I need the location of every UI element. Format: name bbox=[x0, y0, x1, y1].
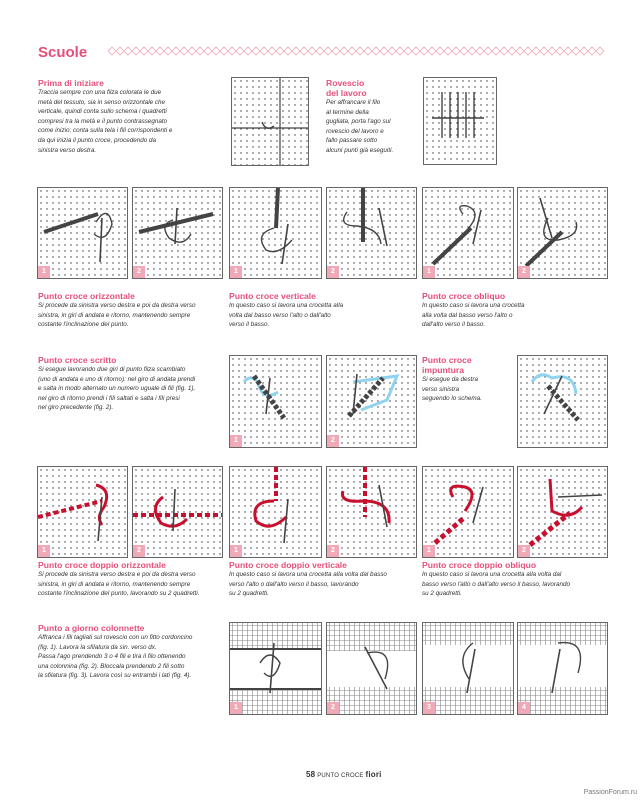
page-title: Scuole bbox=[38, 44, 88, 61]
figure-badge: 4 bbox=[518, 702, 530, 714]
section-scritto bbox=[38, 355, 228, 413]
section-title: Punto a giorno colonnette bbox=[38, 623, 145, 633]
figure-badge: 1 bbox=[230, 266, 242, 278]
section-title: Punto croce impuntura bbox=[422, 355, 472, 375]
section-text: Per affrancare il filo al termine della gugliata, porta l'ago sul rovescio del lavoro e fallo passare sotto alcuni punti già eseguiti. bbox=[326, 99, 394, 154]
figure-badge: 3 bbox=[423, 702, 435, 714]
figure-badge: 2 bbox=[518, 266, 530, 278]
figure-obliquo-1 bbox=[422, 187, 514, 279]
figure-badge: 1 bbox=[423, 545, 435, 557]
figure-doppio-obliquo-2 bbox=[517, 466, 608, 558]
figure-orizzontale-1 bbox=[37, 187, 128, 279]
section-doppio-verticale bbox=[229, 560, 419, 599]
section-title: Prima di iniziare bbox=[38, 78, 104, 88]
figure-doppio-verticale-1 bbox=[229, 466, 322, 558]
figure-scritto-1 bbox=[229, 355, 322, 448]
figure-rovescio bbox=[423, 77, 497, 165]
brand-name: fiori bbox=[365, 770, 382, 779]
section-title: Punto croce doppio obliquo bbox=[422, 560, 537, 570]
decorative-cross-line bbox=[108, 46, 606, 56]
section-doppio-obliquo bbox=[422, 560, 612, 599]
section-prima bbox=[38, 78, 223, 155]
section-text: Traccia sempre con una filza colorata le due metà del tessuto, sia in senso orizzontale che verticale, quindi conta sullo schema i quadretti compresi tra la metà e il punto contrassegnato come inizio; conta sulla tela i fili corrispondenti e da qui inizia il punto croce, procedendo da sinistra verso destra. bbox=[38, 89, 173, 154]
section-text: In questo caso si lavora una crocetta alla volta dal basso verso l'alto o dall'alto verso il basso, lavorando su 2 quadretti. bbox=[229, 571, 387, 598]
figure-giorno-4 bbox=[517, 622, 608, 715]
figure-badge: 2 bbox=[327, 435, 339, 447]
section-impuntura bbox=[422, 355, 512, 404]
page-number: 58 bbox=[306, 770, 316, 779]
figure-giorno-1 bbox=[229, 622, 322, 715]
figure-badge: 1 bbox=[38, 266, 50, 278]
figure-giorno-2 bbox=[326, 622, 417, 715]
section-title: Punto croce obliquo bbox=[422, 291, 506, 301]
section-title: Punto croce doppio verticale bbox=[229, 560, 347, 570]
section-title: Punto croce scritto bbox=[38, 355, 117, 365]
section-title: Punto croce orizzontale bbox=[38, 291, 135, 301]
figure-doppio-orizzontale-2 bbox=[132, 466, 223, 558]
section-rovescio bbox=[326, 78, 426, 156]
figure-giorno-3 bbox=[422, 622, 514, 715]
figure-orizzontale-2 bbox=[132, 187, 223, 279]
figure-badge: 1 bbox=[38, 545, 50, 557]
figure-badge: 2 bbox=[518, 545, 530, 557]
magazine-name: PUNTO CROCE bbox=[317, 773, 364, 779]
section-text: Si esegue lavorando due giri di punto filza scambiato (uno di andata e uno di ritorno): nel giro di andata prendi e salta in modo alternato un numero uguale di fili (fig. 1), nel giro di ritorno prendi i fili saltati e salta i fili presi nel giro precedente (fig. 2). bbox=[38, 366, 196, 412]
figure-badge: 2 bbox=[133, 266, 145, 278]
figure-verticale-1 bbox=[229, 187, 322, 279]
section-title: Punto croce doppio orizzontale bbox=[38, 560, 166, 570]
figure-badge: 2 bbox=[327, 545, 339, 557]
section-title: Punto croce verticale bbox=[229, 291, 316, 301]
figure-badge: 1 bbox=[230, 435, 242, 447]
section-text: In questo caso si lavora una crocetta alla volta dal basso verso l'alto o dall'alto verso il basso, lavorando su 2 quadretti. bbox=[422, 571, 571, 598]
figure-doppio-orizzontale-1 bbox=[37, 466, 128, 558]
figure-impuntura bbox=[517, 355, 608, 448]
section-text: Si procede da sinistra verso destra e poi da destra verso sinistra, in giri di andata e ritorno, mantenendo sempre costante l'inclinazione del punto, lavorando su 2 quadretti. bbox=[38, 571, 200, 598]
figure-scritto-2 bbox=[326, 355, 417, 448]
section-text: In questo caso si lavora una crocetta alla volta dal basso verso l'alto o dall'alto verso il basso. bbox=[422, 302, 525, 329]
section-doppio-orizzontale bbox=[38, 560, 228, 599]
figure-badge: 2 bbox=[327, 702, 339, 714]
watermark: PassionForum.ru bbox=[583, 789, 637, 796]
figure-doppio-obliquo-1 bbox=[422, 466, 514, 558]
figure-verticale-2 bbox=[326, 187, 417, 279]
section-text: Si esegue da destra verso sinistra seguendo lo schema. bbox=[422, 376, 482, 403]
section-giorno bbox=[38, 623, 228, 681]
section-obliquo bbox=[422, 291, 612, 330]
section-orizzontale bbox=[38, 291, 228, 330]
figure-badge: 2 bbox=[327, 266, 339, 278]
figure-badge: 1 bbox=[230, 545, 242, 557]
section-verticale bbox=[229, 291, 419, 330]
section-text: Affranca i fili tagliati sul rovescio con un fitto cordoncino (fig. 1). Lavora la sfilatura da sin. verso dx. Passa l'ago prendendo 3 o 4 fili e tira il filo ottenendo una colonnina (fig. 2). Bloccala prendendo 2 fili sotto la sfilatura (fig. 3). Lavora così su entrambi i lati (fig. 4). bbox=[38, 634, 193, 680]
section-text: Si procede da sinistra verso destra e poi da destra verso sinistra, in giri di andata e ritorno, mantenendo sempre costante l'inclinazione del punto. bbox=[38, 302, 196, 329]
figure-badge: 1 bbox=[423, 266, 435, 278]
section-title: Rovescio del lavoro bbox=[326, 78, 367, 98]
figure-badge: 2 bbox=[133, 545, 145, 557]
figure-doppio-verticale-2 bbox=[326, 466, 417, 558]
page-footer bbox=[306, 770, 382, 779]
figure-obliquo-2 bbox=[517, 187, 608, 279]
figure-prima-di-iniziare bbox=[231, 77, 309, 166]
section-text: In questo caso si lavora una crocetta alla volta dal basso verso l'alto o dall'alto verso il basso. bbox=[229, 302, 344, 329]
figure-badge: 1 bbox=[230, 702, 242, 714]
